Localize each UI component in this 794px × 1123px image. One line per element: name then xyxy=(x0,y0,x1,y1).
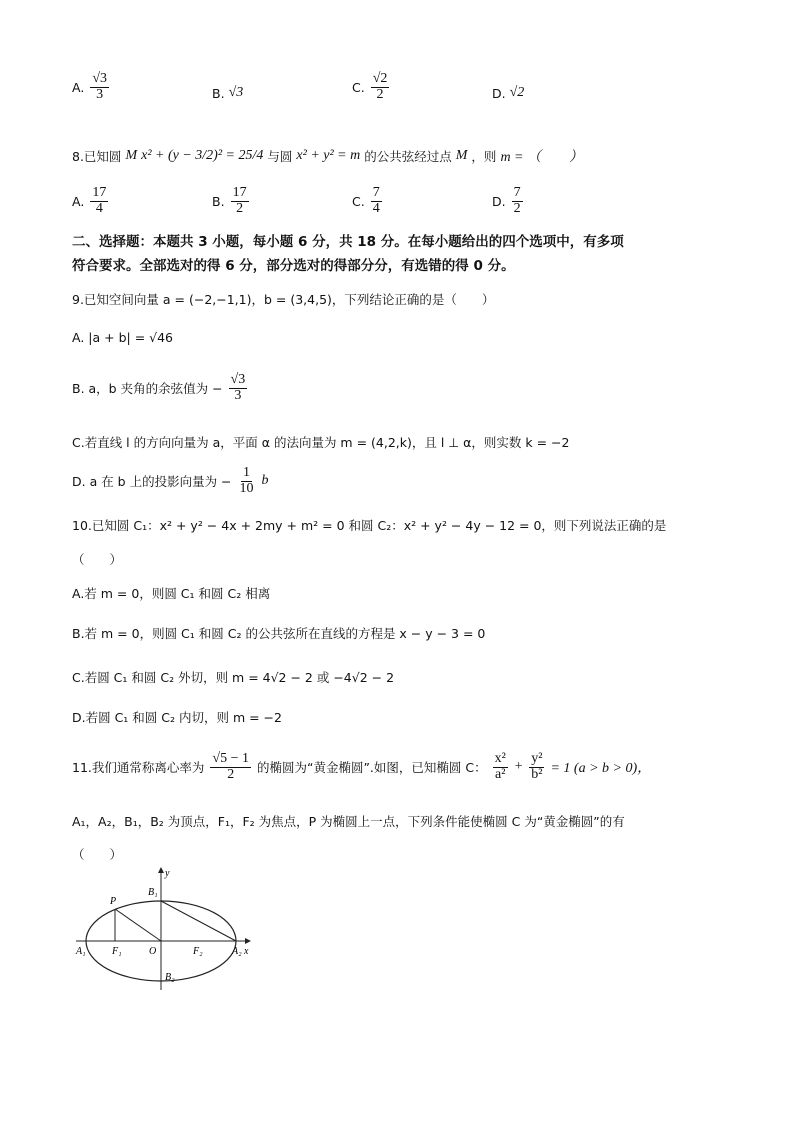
question-10-stem: 10.已知圆 C₁：x² + y² − 4x + 2my + m² = 0 和圆 C₂：x² + y² − 4y − 12 = 0，则下列说法正确的是 xyxy=(72,518,667,533)
q8-option-b: B. $\frac{17}{2}$ xyxy=(212,185,247,216)
question-11-stem-line1: 11.我们通常称离心率为 $\frac{√5 - 1}{2}$ 的椭圆为“黄金椭圆”.如图，已知椭圆 C： $\frac{\text{x²}}{\text{a²}}$ + $\frac{\text{y²}}{\text{b²}}$ = 1 (a > b > 0)， xyxy=(72,751,652,782)
q8-option-a: A. $\frac{17}{4}$ xyxy=(72,185,107,216)
ellipse-figure xyxy=(72,862,272,992)
q9-option-d: D. a 在 b 上的投影向量为 − $\frac{1}{10}$ b xyxy=(72,465,269,496)
label-f2: F₂ xyxy=(193,946,203,957)
q10-option-a: A.若 m = 0，则圆 C₁ 和圆 C₂ 相离 xyxy=(72,586,271,601)
label-x: x xyxy=(244,946,249,957)
question-11-stem-line2: A₁，A₂，B₁，B₂ 为顶点，F₁，F₂ 为焦点，P 为椭圆上一点，下列条件能使椭圆 C 为“黄金椭圆”的有 xyxy=(72,814,625,829)
q10-option-d: D.若圆 C₁ 和圆 C₂ 内切，则 m = −2 xyxy=(72,710,282,725)
q8-option-c: C. $\frac{7}{4}$ xyxy=(352,185,380,216)
label-f1: F₁ xyxy=(112,946,122,957)
q7-option-c: C. $\frac{√2}{2}$ xyxy=(352,71,388,102)
q7-option-d: D. √2 xyxy=(492,85,525,101)
q8-option-d: D. $\frac{7}{2}$ xyxy=(492,185,521,216)
label-b1: B₁ xyxy=(148,887,158,898)
label-y: y xyxy=(165,868,170,879)
label-a1: A₁ xyxy=(76,946,86,957)
segment-p-o xyxy=(115,909,161,941)
segment-b1-a2 xyxy=(161,901,236,941)
question-11-paren: （ ） xyxy=(72,847,123,862)
q7-option-b: B. √3 xyxy=(212,85,244,101)
section-2-heading-line1: 二、选择题：本题共 3 小题，每小题 6 分，共 18 分。在每小题给出的四个选项中，有多项 xyxy=(72,234,624,250)
label-p: P xyxy=(110,896,117,907)
label-o: O xyxy=(149,946,157,957)
q7-option-a: A. $\frac{√3}{3}$ xyxy=(72,71,107,102)
q9-option-b: B. a，b 夹角的余弦值为 − $\frac{√3}{3}$ xyxy=(72,372,246,403)
q10-option-c: C.若圆 C₁ 和圆 C₂ 外切，则 m = 4√2 − 2 或 −4√2 − 2 xyxy=(72,670,395,685)
q10-option-b: B.若 m = 0，则圆 C₁ 和圆 C₂ 的公共弦所在直线的方程是 x − y − 3 = 0 xyxy=(72,626,486,641)
label-b2: B₂ xyxy=(165,972,175,983)
question-8-stem: 8.已知圆 M x² + (y − 3/2)² = 25/4 与圆 x² + y² = m 的公共弦经过点 M ，则 m = （ ） xyxy=(72,148,583,165)
q9-option-a: A. |a + b| = √46 xyxy=(72,330,174,345)
question-10-paren: （ ） xyxy=(72,552,123,567)
question-9-stem: 9.已知空间向量 a = (−2,−1,1)，b = (3,4,5)，下列结论正确的是（ ） xyxy=(72,292,495,307)
q9-option-c: C.若直线 l 的方向向量为 a，平面 α 的法向量为 m = (4,2,k)，且 l ⊥ α，则实数 k = −2 xyxy=(72,435,570,450)
section-2-heading-line2: 符合要求。全部选对的得 6 分，部分选对的得部分分，有选错的得 0 分。 xyxy=(72,258,515,274)
label-a2: A₂ xyxy=(232,946,242,957)
